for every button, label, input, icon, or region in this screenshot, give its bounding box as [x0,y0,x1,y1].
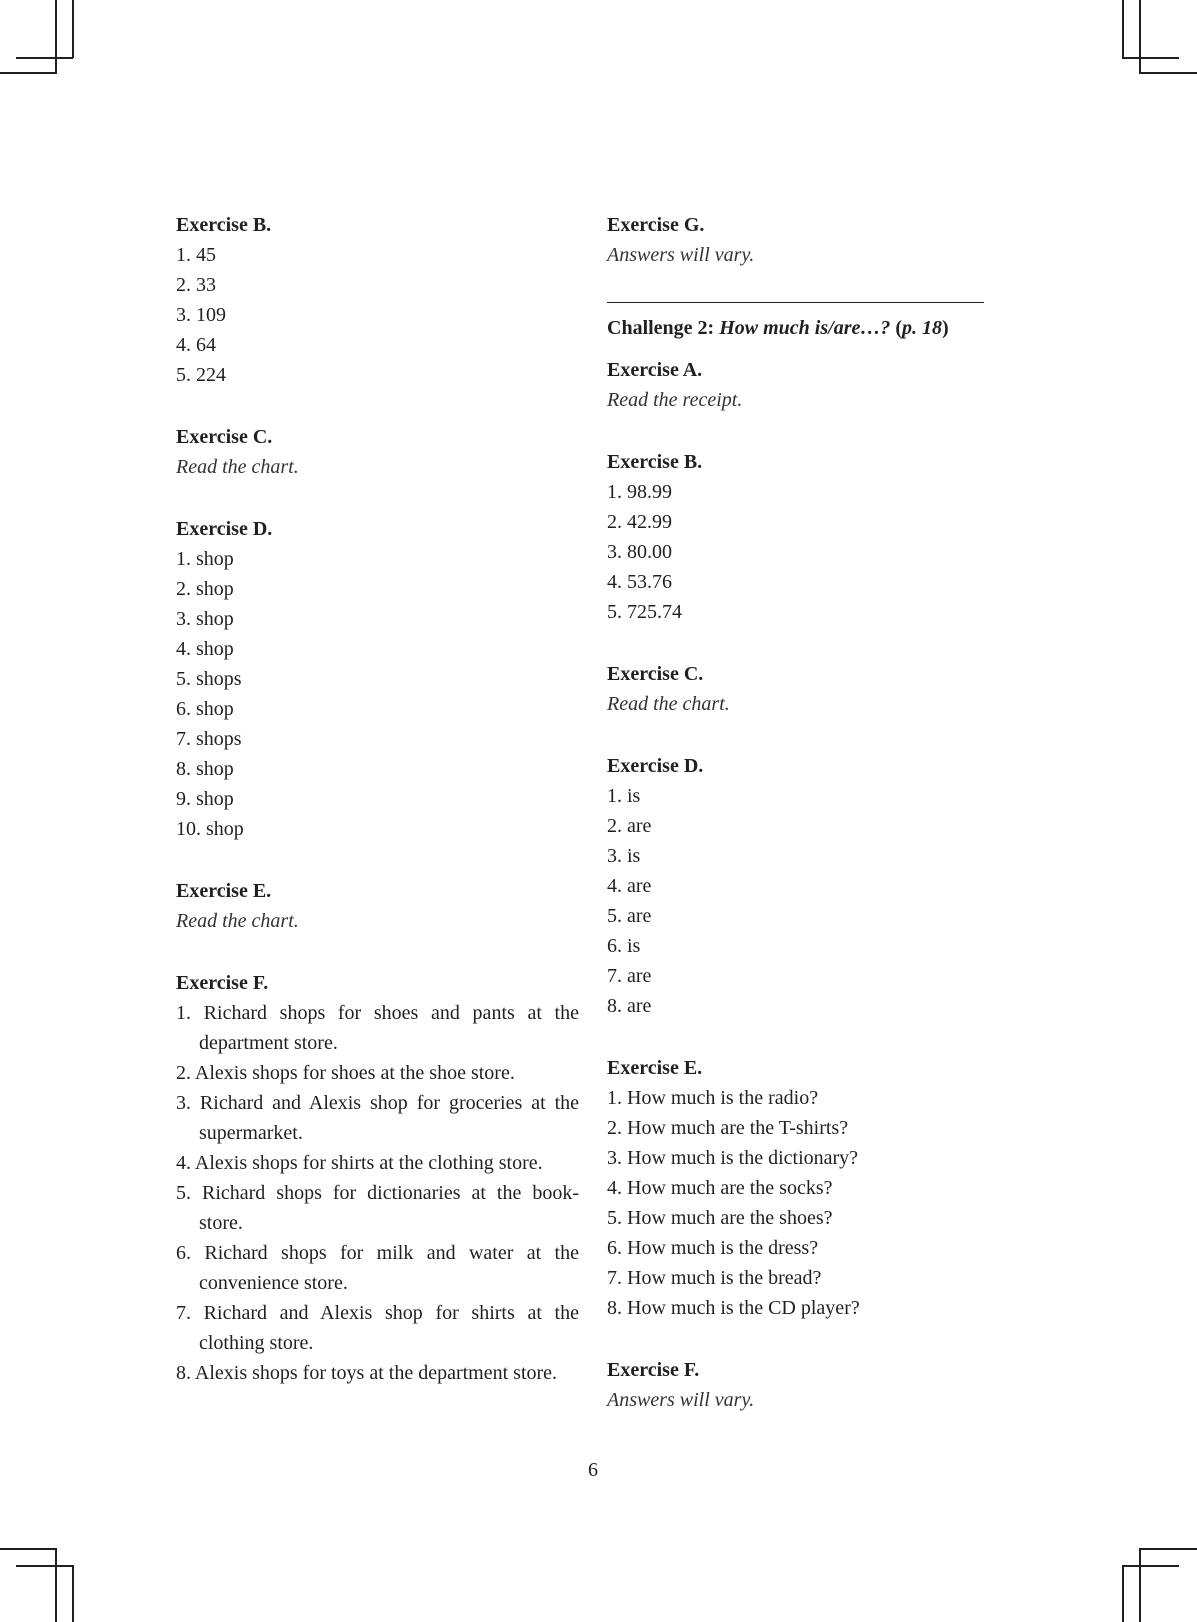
answer-item: 2. Alexis shops for shoes at the shoe store. [176,1062,515,1084]
answer-item: 2. are [607,815,652,837]
answer-item: 2. How much are the T-shirts? [607,1117,849,1139]
challenge-heading [607,313,987,343]
exercise-heading: Exercise C. [607,663,704,685]
crop-mark [1139,72,1197,74]
exercise-note: Read the chart. [176,910,299,932]
answer-item: 5. Richard shops for dictionaries at the book-store. [176,1182,579,1234]
answer-item: 8. shop [176,758,234,780]
answer-item: 6. is [607,935,641,957]
answer-item: 4. shop [176,638,234,660]
crop-mark [72,0,74,58]
answer-item: 5. 224 [176,364,226,386]
answer-item: 1. is [607,785,641,807]
exercise-c-left [176,422,579,482]
answer-item: 7. are [607,965,652,987]
page-number: 6 [588,1459,598,1481]
answer-item: 3. shop [176,608,234,630]
crop-mark [0,72,57,74]
answer-item: 3. 80.00 [607,541,672,563]
answer-item: 7. shops [176,728,242,750]
section-divider [607,302,984,303]
answer-item: 4. are [607,875,652,897]
answer-item: 1. 45 [176,244,216,266]
exercise-heading: Exercise E. [176,880,272,902]
crop-mark [1122,57,1179,59]
exercise-heading: Exercise A. [607,359,703,381]
answer-item: 1. Richard shops for shoes and pants at the department store. [176,1002,579,1054]
exercise-c-right [607,659,987,719]
exercise-note: Read the chart. [176,456,299,478]
crop-mark [0,1548,57,1550]
answer-item: 1. shop [176,548,234,570]
answer-item: 2. 42.99 [607,511,672,533]
crop-mark [16,57,73,59]
answer-item: 8. Alexis shops for toys at the department store. [176,1362,558,1384]
answer-item: 2. shop [176,578,234,600]
answer-item: 7. Richard and Alexis shop for shirts at the clothing store. [176,1302,579,1354]
answer-item: 5. 725.74 [607,601,682,623]
challenge-prefix: Challenge 2: [607,317,720,339]
exercise-note: Answers will vary. [607,1389,755,1411]
exercise-heading: Exercise B. [176,214,272,236]
answer-item: 4. 53.76 [607,571,672,593]
crop-mark [1139,1548,1141,1622]
exercise-f-left [176,968,579,1388]
crop-mark [1139,1548,1197,1550]
crop-mark [1122,1565,1179,1567]
exercise-heading: Exercise G. [607,214,705,236]
crop-mark [1122,0,1124,58]
exercise-d-left [176,514,579,844]
exercise-heading: Exercise D. [176,518,273,540]
crop-mark [72,1565,74,1622]
answer-item: 4. 64 [176,334,216,356]
right-column [607,210,987,1447]
left-column [176,210,579,1420]
answer-item: 10. shop [176,818,244,840]
exercise-e-right [607,1053,987,1323]
exercise-b-right [607,447,987,627]
answer-item: 3. How much is the dictionary? [607,1147,859,1169]
answer-item: 2. 33 [176,274,216,296]
challenge-page: p. 18 [902,317,943,339]
answer-item: 4. How much are the socks? [607,1177,833,1199]
answer-item: 7. How much is the bread? [607,1267,822,1289]
exercise-d-right [607,751,987,1021]
exercise-g-right [607,210,987,270]
answer-item: 5. How much are the shoes? [607,1207,833,1229]
crop-mark [1122,1565,1124,1622]
answer-item: 5. are [607,905,652,927]
exercise-b-left [176,210,579,390]
answer-item: 8. are [607,995,652,1017]
answer-item: 3. 109 [176,304,226,326]
exercise-note: Answers will vary. [607,244,755,266]
answer-item: 6. shop [176,698,234,720]
crop-mark [1139,0,1141,72]
answer-item: 3. is [607,845,641,867]
exercise-note: Read the receipt. [607,389,743,411]
crop-mark [16,1565,73,1567]
exercise-e-left [176,876,579,936]
exercise-a-right [607,355,987,415]
crop-mark [55,1548,57,1622]
challenge-paren-close: ) [942,317,949,339]
exercise-heading: Exercise F. [176,972,269,994]
answer-item: 6. How much is the dress? [607,1237,819,1259]
answer-item: 1. How much is the radio? [607,1087,819,1109]
challenge-title: How much is/are…? [719,317,891,339]
challenge-paren-open: ( [890,317,903,339]
answer-item: 5. shops [176,668,242,690]
exercise-heading: Exercise D. [607,755,704,777]
answer-item: 3. Richard and Alexis shop for groceries at the supermarket. [176,1092,579,1144]
answer-item: 9. shop [176,788,234,810]
exercise-heading: Exercise B. [607,451,703,473]
exercise-heading: Exercise F. [607,1359,700,1381]
exercise-heading: Exercise C. [176,426,273,448]
exercise-f-right [607,1355,987,1415]
answer-item: 8. How much is the CD player? [607,1297,860,1319]
answer-item: 1. 98.99 [607,481,672,503]
answer-item: 6. Richard shops for milk and water at the convenience store. [176,1242,579,1294]
crop-mark [55,0,57,72]
exercise-note: Read the chart. [607,693,730,715]
exercise-heading: Exercise E. [607,1057,703,1079]
answer-item: 4. Alexis shops for shirts at the clothing store. [176,1152,543,1174]
